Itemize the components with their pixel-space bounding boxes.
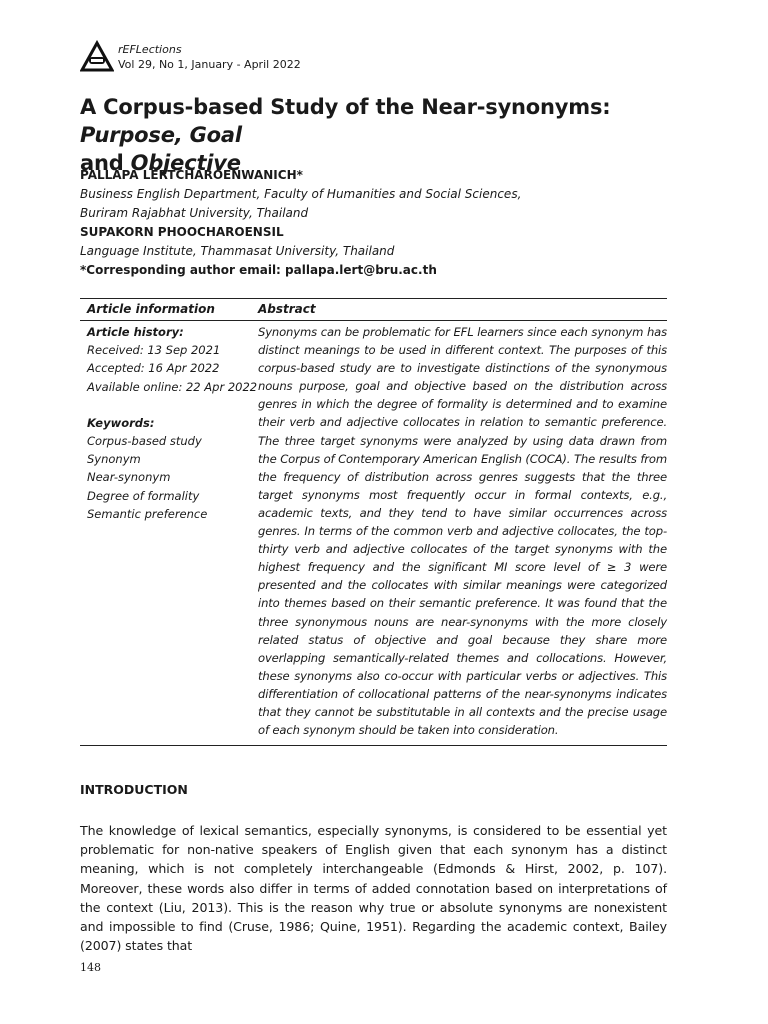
introduction-heading: INTRODUCTION — [80, 782, 188, 797]
keywords-label: Keywords: — [87, 415, 155, 430]
keyword-item: Corpus-based study — [87, 434, 202, 449]
article-info-cell — [80, 323, 258, 739]
introduction-paragraph: The knowledge of lexical semantics, especially synonyms, is considered to be essential yet problematic for non-native speakers of English given that each synonym has a distinct meaning, which is not completely interchangeable (Edmonds & Hirst, 2002, p. 107). Moreover, these words also differ in terms of added connotation based on interpretations of the context (Liu, 2013). This is the reason why true or absolute synonyms are nonexistent and impossible to find (Cruse, 1986; Quine, 1951). Regarding the academic context, Bailey (2007) states that — [80, 823, 667, 954]
abstract-header: Abstract — [258, 302, 316, 316]
journal-name: rEFLections — [118, 43, 182, 56]
author-2-affiliation: Language Institute, Thammasat University, Thailand — [80, 244, 395, 258]
history-label: Article history: — [87, 325, 184, 339]
title-part-1: A Corpus-based Study of the Near-synonyms: — [80, 95, 611, 119]
received-date: Received: 13 Sep 2021 — [87, 343, 221, 358]
abstract-text: Synonyms can be problematic for EFL learners since each synonym has distinct meanings to be used in different context. The purposes of this corpus-based study are to investigate distinctions of the synonymous nouns purpose, goal and objective based on the distribution across genres in which the degree of formality is determined and to examine their verb and adjective collocates in relation to semantic preference. The three target synonyms were analyzed by using data drawn from the Corpus of Contemporary American English (COCA). The results from the frequency of distribution across genres suggests that the three target synonyms most frequently occur in formal contexts, e.g., academic texts, and they tend to have similar occurrences across genres. In terms of the common verb and adjective collocates, the top-thirty verb and adjective collocates of the target synonyms with the highest frequency and the significant MI score level of ≥ 3 were presented and the collocates with similar meanings were categorized into themes based on their semantic preference. It was found that the three synonymous nouns are near-synonyms with the more closely related status of objective and goal because they share more overlapping semantically-related themes and collocations. However, these synonyms also co-occur with particular verbs or adjectives. This differentiation of collocational patterns of the near-synonyms indicates that they cannot be substitutable in all contexts and the precise usage of each synonym should be taken into consideration. — [258, 325, 667, 738]
keyword-item: Degree of formality — [87, 488, 200, 503]
table-header-row — [80, 299, 667, 320]
keyword-item: Synonym — [87, 452, 141, 467]
article-info-table — [80, 298, 667, 746]
page-number: 148 — [80, 961, 101, 974]
article-info-header: Article information — [87, 302, 215, 316]
journal-header — [80, 40, 301, 74]
title-part-2: Purpose, Goal — [80, 123, 242, 147]
corresponding-email: *Corresponding author email: pallapa.lert@bru.ac.th — [80, 263, 437, 277]
accepted-date: Accepted: 16 Apr 2022 — [87, 361, 220, 376]
authors-block — [80, 166, 680, 280]
table-bottom-rule — [80, 745, 667, 746]
table-body-row — [80, 321, 667, 745]
paper-title — [80, 93, 680, 177]
triangle-logo-icon — [80, 40, 114, 74]
author-2-name: SUPAKORN PHOOCHAROENSIL — [80, 225, 284, 239]
author-1-name: PALLAPA LERTCHAROENWANICH* — [80, 168, 303, 182]
keyword-item: Near-synonym — [87, 470, 171, 485]
author-1-affiliation-line-2: Buriram Rajabhat University, Thailand — [80, 206, 309, 220]
title-part-4: Objective — [130, 151, 241, 175]
author-1-affiliation-line-1: Business English Department, Faculty of Humanities and Social Sciences, — [80, 187, 522, 201]
title-part-3: and — [80, 151, 131, 175]
available-date: Available online: 22 Apr 2022 — [87, 379, 258, 394]
keyword-item: Semantic preference — [87, 506, 208, 521]
journal-issue: Vol 29, No 1, January - April 2022 — [118, 58, 301, 71]
